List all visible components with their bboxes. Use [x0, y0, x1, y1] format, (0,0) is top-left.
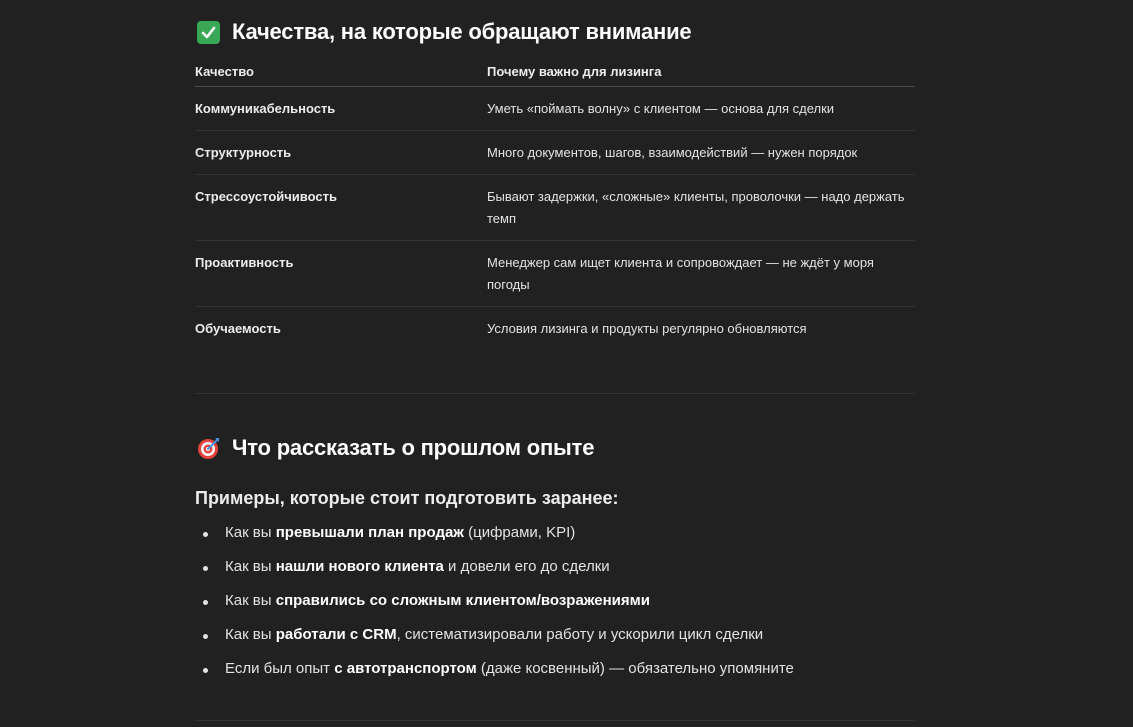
table-header-quality: Качество — [195, 58, 487, 87]
table-row — [195, 87, 915, 131]
section-title: Качества, на которые обращают внимание — [232, 19, 692, 44]
check-mark-button-icon — [197, 21, 220, 44]
table-row — [195, 175, 915, 241]
table-cell-reason: Уметь «поймать волну» с клиентом — основа для сделки — [487, 87, 915, 131]
list-item: Как вы справились со сложным клиентом/возражениями — [195, 590, 915, 612]
section-heading-experience — [197, 435, 594, 461]
list-item: Как вы превышали план продаж (цифрами, KPI) — [195, 522, 915, 544]
section-title: Что рассказать о прошлом опыте — [232, 435, 595, 460]
table-cell-quality: Проактивность — [195, 241, 487, 307]
table-row — [195, 241, 915, 307]
table-cell-quality: Стрессоустойчивость — [195, 175, 487, 241]
table-cell-quality: Коммуникабельность — [195, 87, 487, 131]
list-item: Если был опыт с автотранспортом (даже косвенный) — обязательно упомяните — [195, 658, 915, 680]
table-header-reason: Почему важно для лизинга — [487, 58, 915, 87]
table-cell-quality: Обучаемость — [195, 321, 281, 336]
examples-subheading: Примеры, которые стоит подготовить заранее: — [195, 488, 619, 508]
table-row — [195, 131, 915, 175]
list-item: Как вы нашли нового клиента и довели его до сделки — [195, 556, 915, 578]
table-cell-reason: Условия лизинга и продукты регулярно обновляются — [487, 321, 807, 336]
section-heading-qualities — [197, 19, 691, 45]
table-cell-quality: Структурность — [195, 131, 487, 175]
table-cell-reason: Бывают задержки, «сложные» клиенты, проволочки — надо держать темп — [487, 175, 915, 241]
direct-hit-target-icon — [197, 436, 221, 460]
list-item: Как вы работали с CRM, систематизировали работу и ускорили цикл сделки — [195, 624, 915, 646]
table-header-row — [195, 58, 915, 87]
table-cell-reason: Менеджер сам ищет клиента и сопровождает — не ждёт у моря погоды — [487, 241, 915, 307]
section-divider — [195, 393, 915, 394]
section-divider — [195, 720, 915, 721]
examples-list — [195, 522, 915, 692]
qualities-table — [195, 58, 915, 350]
table-cell-reason: Много документов, шагов, взаимодействий — нужен порядок — [487, 131, 915, 175]
table-row — [195, 307, 915, 351]
